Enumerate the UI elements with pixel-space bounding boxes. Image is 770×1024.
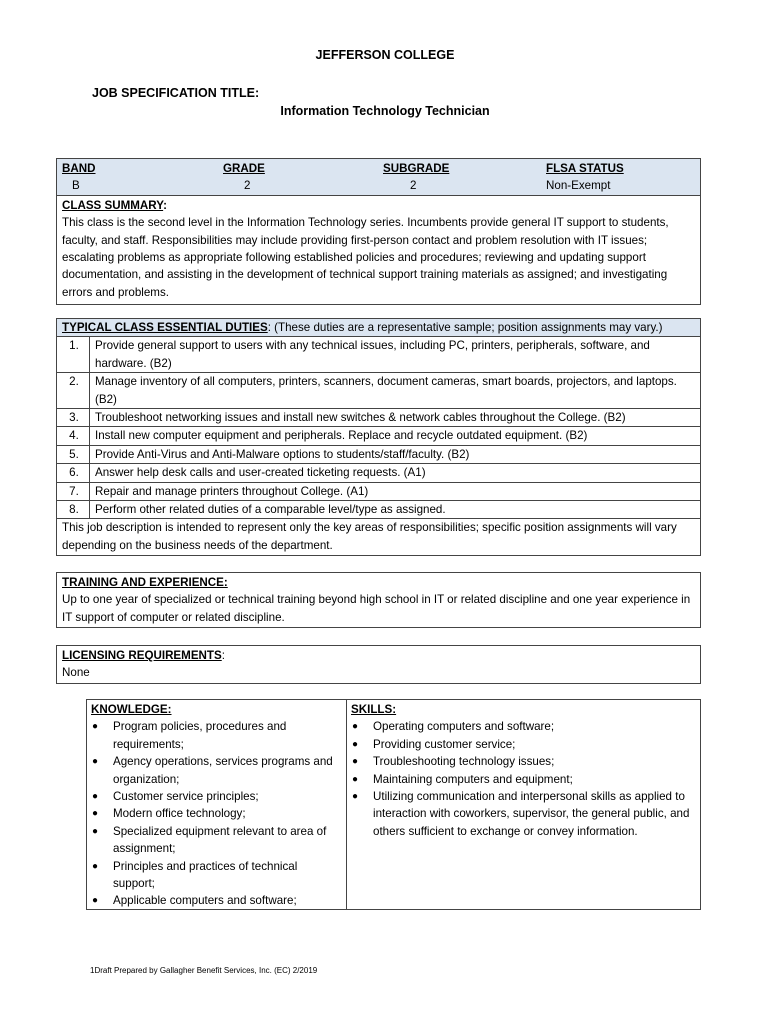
knowledge-item — [91, 858, 342, 893]
bullet-icon: ● — [352, 791, 359, 803]
duty-row — [57, 427, 700, 445]
duties-heading: TYPICAL CLASS ESSENTIAL DUTIES — [62, 321, 268, 334]
knowledge-item-text: Modern office technology; — [113, 807, 246, 821]
duty-number: 8. — [57, 501, 90, 518]
knowledge-column — [87, 700, 347, 909]
flsa-status-label: FLSA STATUS — [546, 162, 624, 175]
flsa-status-value: Non-Exempt — [546, 179, 611, 193]
knowledge-item — [91, 718, 342, 753]
class-summary-heading: CLASS SUMMARY — [62, 198, 164, 212]
grade-value: 2 — [244, 179, 251, 193]
band-label: BAND — [62, 162, 96, 175]
knowledge-item-text: Applicable computers and software; — [113, 894, 297, 908]
knowledge-item-text: Customer service principles; — [113, 790, 259, 804]
bullet-icon: ● — [352, 721, 359, 733]
duty-number: 3. — [57, 409, 90, 426]
licensing-colon: : — [221, 649, 225, 662]
duty-number: 4. — [57, 427, 90, 444]
bullet-icon: ● — [92, 860, 99, 872]
duty-row — [57, 483, 700, 501]
skills-item — [351, 788, 696, 840]
knowledge-item — [91, 788, 342, 805]
college-title: JEFFERSON COLLEGE — [315, 48, 455, 62]
knowledge-item-text: Program policies, procedures and requirements; — [113, 720, 287, 751]
knowledge-skills-table — [86, 699, 701, 910]
knowledge-item — [91, 805, 342, 822]
duty-text: Manage inventory of all computers, printers, scanners, document cameras, smart boards, projectors, and laptops. (B2) — [95, 375, 677, 406]
skills-item-text: Operating computers and software; — [373, 720, 555, 734]
footer-note: 1Draft Prepared by Gallagher Benefit Services, Inc. (EC) 2/2019 — [90, 966, 318, 975]
duty-row — [57, 501, 700, 519]
duty-row — [57, 464, 700, 482]
band-value: B — [72, 179, 80, 193]
knowledge-item — [91, 892, 342, 909]
training-heading: TRAINING AND EXPERIENCE: — [62, 576, 228, 589]
skills-heading: SKILLS: — [351, 703, 397, 716]
band-labels-row — [62, 160, 696, 177]
skills-item — [351, 753, 696, 770]
duty-text: Answer help desk calls and user-created ticketing requests. (A1) — [95, 466, 426, 480]
duty-number: 7. — [57, 483, 90, 500]
skills-item-text: Providing customer service; — [373, 737, 516, 751]
class-summary-text: This class is the second level in the Information Technology series. Incumbents provide general IT support to students, faculty, and staff. Responsibilities may include providing first-person contact and problem resolution with IT issues; escalating problems as appropriate following established policies and procedures; reviewing and updating support documentation, and assisting in the development of technical support training materials as assigned; and investigating errors and problems. — [62, 216, 669, 299]
licensing-box — [56, 645, 701, 684]
knowledge-heading: KNOWLEDGE: — [91, 703, 172, 716]
skills-item — [351, 718, 696, 735]
training-box — [56, 572, 701, 628]
knowledge-item — [91, 823, 342, 858]
grade-label: GRADE — [223, 162, 265, 175]
bullet-icon: ● — [352, 738, 359, 750]
skills-item-text: Troubleshooting technology issues; — [373, 755, 555, 769]
knowledge-item — [91, 753, 342, 788]
band-summary-box — [56, 158, 701, 305]
band-header — [57, 159, 700, 196]
skills-item — [351, 736, 696, 753]
duties-list — [57, 337, 700, 519]
subgrade-value: 2 — [410, 179, 417, 193]
duty-number: 1. — [57, 337, 90, 372]
bullet-icon: ● — [92, 895, 99, 907]
bullet-icon: ● — [92, 791, 99, 803]
duty-row — [57, 409, 700, 427]
knowledge-item-text: Specialized equipment relevant to area of assignment; — [113, 824, 327, 856]
duty-text: Repair and manage printers throughout College. (A1) — [95, 484, 369, 498]
skills-column — [347, 700, 700, 909]
licensing-heading: LICENSING REQUIREMENTS — [62, 649, 222, 662]
duties-footer: This job description is intended to represent only the key areas of responsibilities; specific position assignments will vary depending on the business needs of the department. — [62, 521, 677, 552]
skills-list — [351, 718, 696, 840]
duty-number: 2. — [57, 373, 90, 408]
duty-text: Provide general support to users with any technical issues, including PC, printers, peripherals, software, and hardware. (B2) — [95, 339, 650, 370]
band-values-row — [62, 177, 696, 194]
knowledge-item-text: Agency operations, services programs and organization; — [113, 755, 333, 786]
skills-item-text: Utilizing communication and interpersonal skills as applied to interaction with coworkers, supervisor, the general public, and others sufficient to exchange or convey information. — [373, 790, 690, 838]
licensing-text: None — [62, 666, 90, 680]
duty-number: 6. — [57, 464, 90, 481]
bullet-icon: ● — [92, 808, 99, 820]
duty-text: Install new computer equipment and peripherals. Replace and recycle outdated equipment. (B2) — [95, 429, 588, 443]
bullet-icon: ● — [92, 825, 99, 837]
duty-row — [57, 337, 700, 373]
knowledge-item-text: Principles and practices of technical support; — [113, 859, 298, 891]
duties-heading-note: : (These duties are a representative sample; position assignments may vary.) — [267, 321, 663, 334]
duty-row — [57, 373, 700, 409]
bullet-icon: ● — [92, 756, 99, 768]
bullet-icon: ● — [352, 756, 359, 768]
duties-heading-row — [57, 319, 700, 337]
duty-number: 5. — [57, 446, 90, 463]
subgrade-label: SUBGRADE — [383, 162, 450, 175]
class-summary: CLASS SUMMARY: This class is the second level in the Information Technology series. Incumbents provide general IT support to students, faculty, and staff. Responsibilities may include providing first-person contact and problem resolution with IT issues; escalating problems as appropriate following established policies and procedures; reviewing and updating support documentation, and assisting in the development of technical support training materials as assigned; and investigating errors and problems. — [57, 196, 700, 304]
job-spec-label: JOB SPECIFICATION TITLE: — [92, 86, 260, 100]
skills-item — [351, 771, 696, 788]
bullet-icon: ● — [352, 773, 359, 785]
skills-item-text: Maintaining computers and equipment; — [373, 772, 573, 786]
duties-box — [56, 318, 701, 556]
duty-text: Perform other related duties of a comparable level/type as assigned. — [95, 503, 446, 517]
duty-row — [57, 446, 700, 464]
training-text: Up to one year of specialized or technical training beyond high school in IT or related discipline and one year experience in IT support of computer or related discipline. — [62, 593, 691, 624]
bullet-icon: ● — [92, 721, 99, 733]
job-spec-title: Information Technology Technician — [280, 104, 490, 118]
duty-text: Provide Anti-Virus and Anti-Malware options to students/staff/faculty. (B2) — [95, 447, 470, 461]
knowledge-list — [91, 718, 342, 909]
duty-text: Troubleshoot networking issues and install new switches & network cables throughout the College. (B2) — [95, 411, 626, 425]
